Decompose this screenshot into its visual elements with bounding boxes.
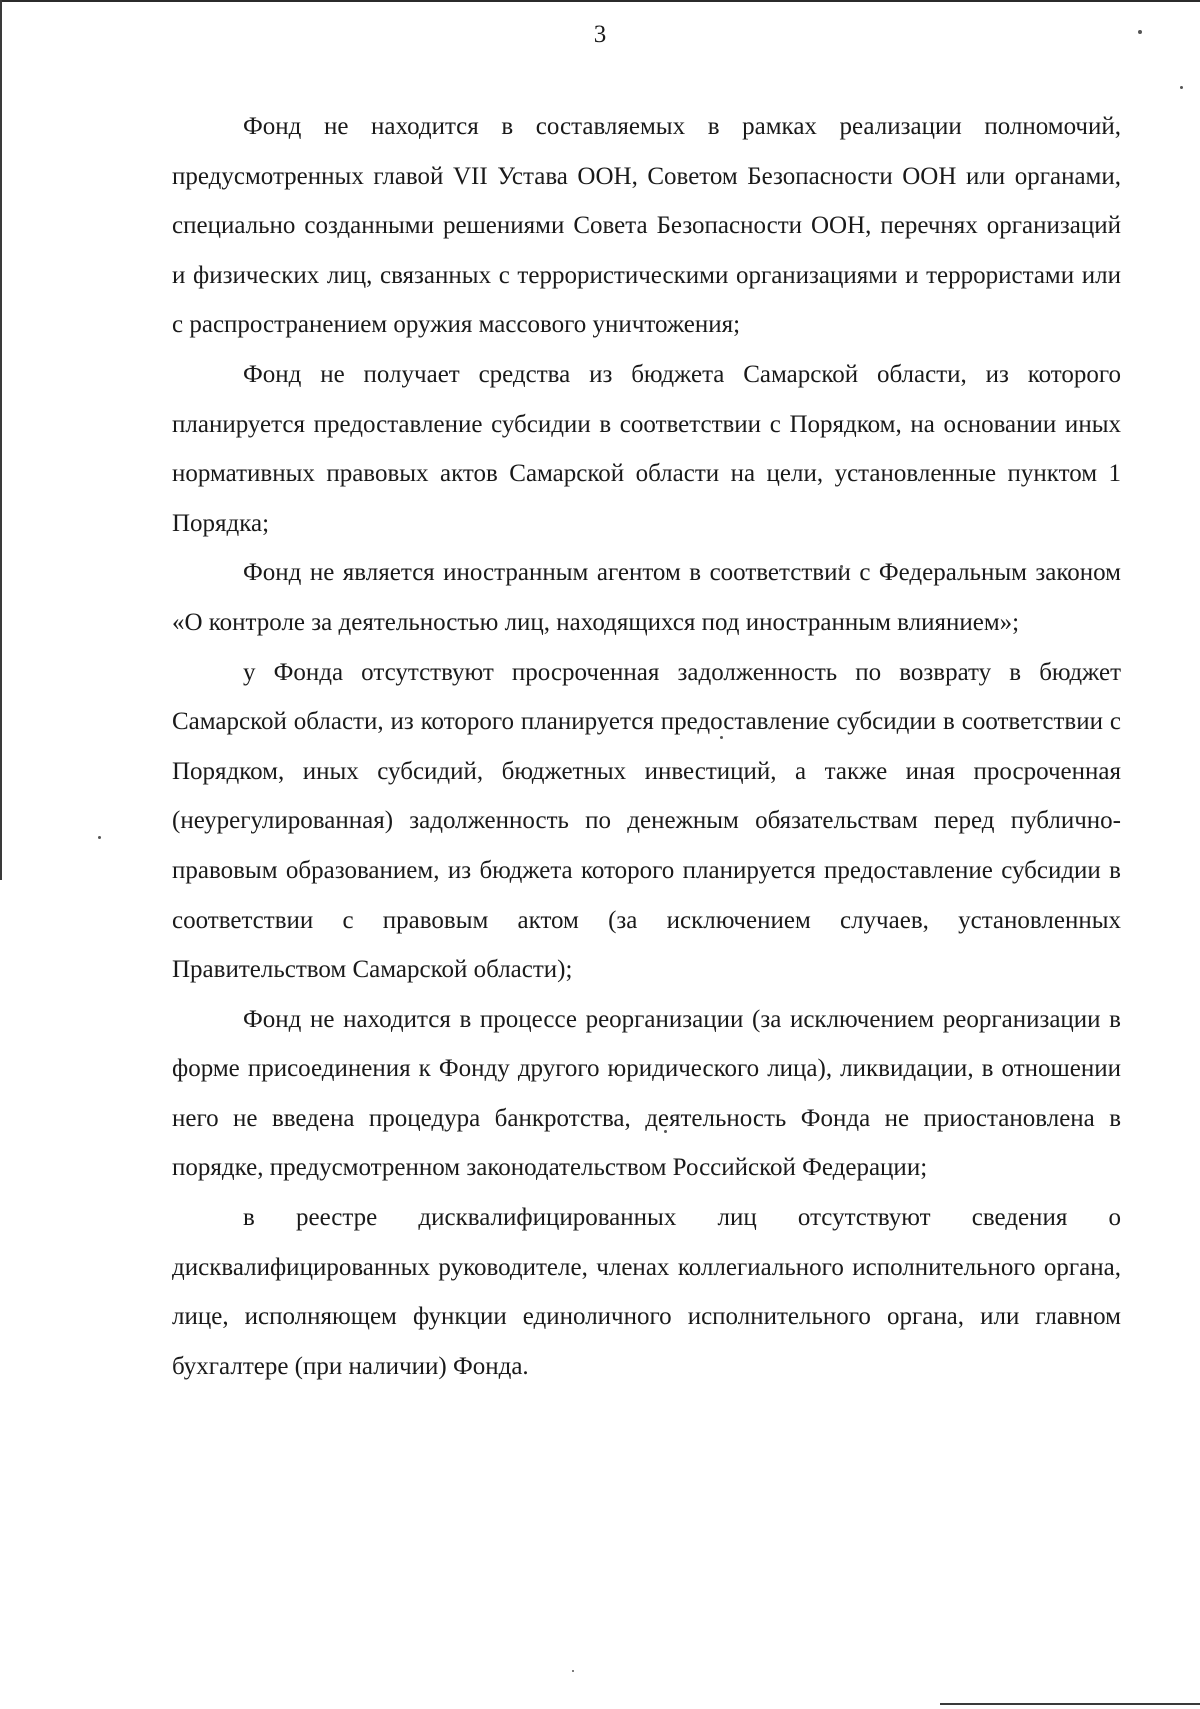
scan-top-edge-line	[0, 0, 1200, 2]
scan-speck	[572, 1670, 574, 1672]
document-body	[172, 102, 1121, 1391]
paragraph-not-foreign-agent: Фонд не является иностранным агентом в соответствии с Федеральным законом «О контроле за деятельностью лиц, находящихся под иностранным влиянием»;	[172, 559, 1121, 636]
paragraph-no-budget-funds: Фонд не получает средства из бюджета Самарской области, из которого планируется предоставление субсидии в соответствии с Порядком, на основании иных нормативных правовых актов Самарской области на цели, установленные пунктом 1 Порядка;	[172, 360, 1121, 537]
paragraph-no-overdue-debt: у Фонда отсутствуют просроченная задолженность по возврату в бюджет Самарской области, из которого планируется предоставление субсидии в соответствии с Порядком, иных субсидий, бюджетных инвестиций, а также иная просроченная (неурегулированная) задолженность по денежным обязательствам перед публично-правовым образованием, из бюджета которого планируется предоставление субсидии в соответствии с правовым актом (за исключением случаев, установленных Правительством Самарской области);	[172, 658, 1121, 984]
scan-speck	[98, 836, 101, 839]
paragraph-disqualified-persons-registry: в реестре дисквалифицированных лиц отсутствуют сведения о дисквалифицированных руководителе, членах коллегиального исполнительного органа, лице, исполняющем функции единоличного исполнительного органа, или главном бухгалтере (при наличии) Фонда.	[172, 1204, 1121, 1380]
paragraph-not-in-terrorist-lists: Фонд не находится в составляемых в рамках реализации полномочий, предусмотренных главой VII Устава ООН, Советом Безопасности ООН или органами, специально созданными решениями Совета Безопасности ООН, перечнях организаций и физических лиц, связанных с террористическими организациями и террористами или с распространением оружия массового уничтожения;	[172, 113, 1121, 339]
paragraph-not-in-reorganization: Фонд не находится в процессе реорганизации (за исключением реорганизации в форме присоединения к Фонду другого юридического лица), ликвидации, в отношении него не введена процедура банкротства, деятельность Фонда не приостановлена в порядке, предусмотренном законодательством Российской Федерации;	[172, 1005, 1121, 1182]
scan-speck	[1180, 86, 1183, 89]
page-number: 3	[593, 21, 607, 48]
scan-left-edge-line	[0, 0, 2, 880]
scan-bottom-edge-line	[940, 1703, 1200, 1705]
